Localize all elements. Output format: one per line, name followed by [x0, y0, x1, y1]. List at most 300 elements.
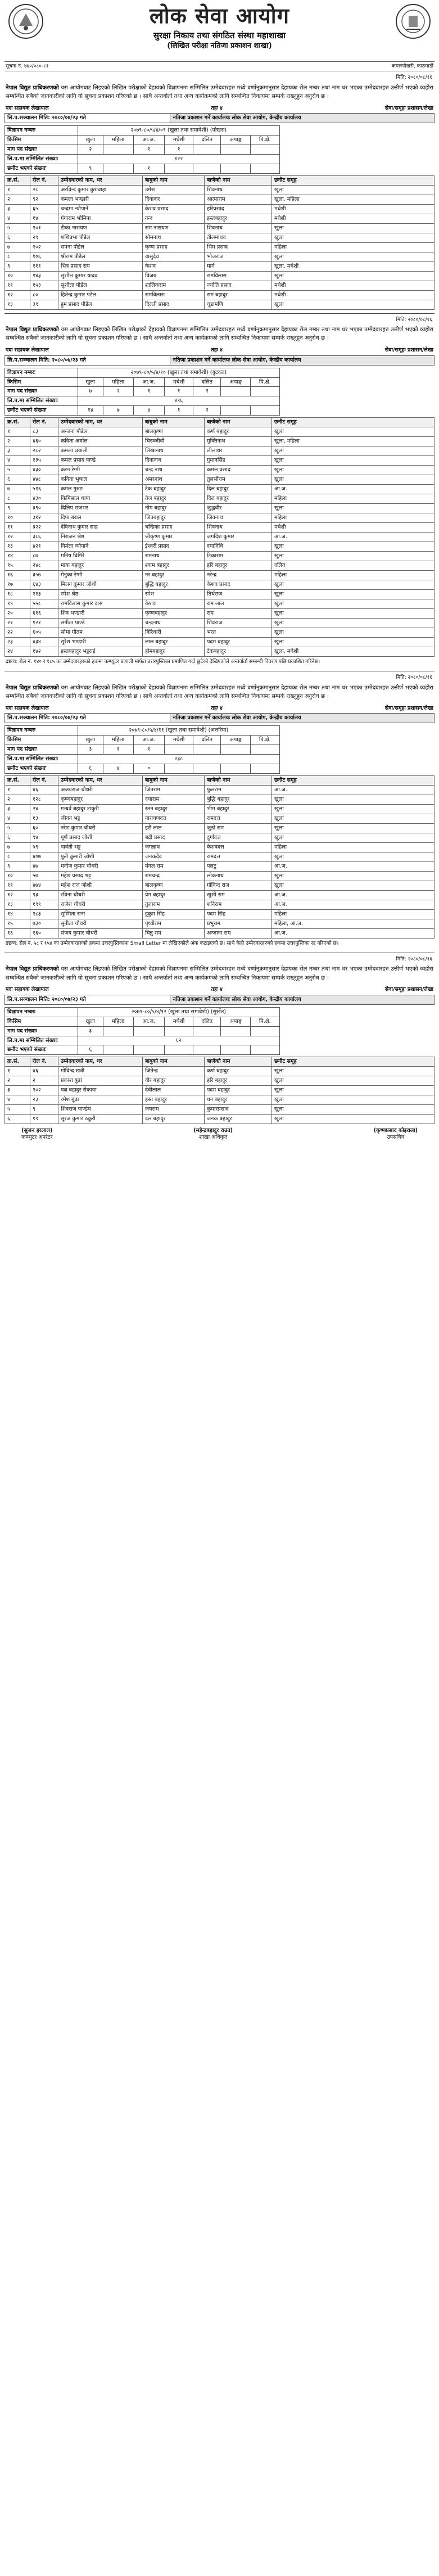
adv-row — [5, 126, 280, 136]
quota-table — [4, 1007, 280, 1055]
table-row — [5, 561, 435, 571]
table-cell: महिला — [272, 494, 435, 504]
table-cell: खुशी राम — [205, 890, 272, 900]
table-cell: करन रेग्मी — [58, 466, 143, 475]
table-cell: रमेश बुढा — [58, 1095, 143, 1105]
adv-label: विज्ञापन नम्बरः — [5, 368, 78, 377]
adv-number: २०७९-८०/५/४/१२ (खुला तथा समावेशी) (सुर्खेत) — [78, 1007, 280, 1017]
table-cell: श्रीराम पौडेल — [58, 252, 143, 261]
table-cell: खुला — [272, 1086, 435, 1095]
results-column-header: उम्मेदवारको नाम, थर — [58, 175, 143, 185]
table-cell: देवीलाल — [143, 1086, 205, 1095]
signatory-role: कम्प्युटर अपरेटर — [21, 1134, 53, 1141]
table-cell: पलटु — [205, 861, 272, 871]
table-cell: २३ — [5, 638, 30, 647]
table-cell: ९२ — [30, 195, 58, 204]
table-cell: २९ — [30, 233, 58, 242]
table-cell: निराजन श्रेष्ठ — [58, 533, 143, 542]
notice-date: मिति: २०८०/०८/१६ — [396, 317, 432, 323]
table-cell: आ.ज. — [272, 900, 435, 909]
quota-demand-row — [5, 387, 280, 396]
table-cell: केशव — [143, 261, 205, 271]
table-cell: वासुदेव — [143, 252, 205, 261]
table-cell: ३५७ — [30, 571, 58, 580]
quota-demand-cell — [250, 745, 279, 755]
quota-applied-label: लि.प.मा सम्मिलित संख्याः — [5, 396, 78, 406]
table-cell: शनिराम — [205, 900, 272, 909]
quota-demand-cell — [250, 145, 279, 155]
table-cell: १९ — [5, 599, 30, 609]
table-cell: १५३ — [30, 281, 58, 290]
notice-date: मिति: २०८०/०८/१६ — [396, 75, 432, 81]
table-cell: ४२१ — [30, 542, 58, 552]
table-cell: २ — [5, 437, 30, 446]
notice-body: यस आयोगबाट लिइएको लिखित परीक्षाको देहायको विज्ञापनमा सम्मिलित उम्मेदवारहरु मध्ये वर्णानुक्रमानुसार देहायका रोल नम्बर तथा नाम थर भएका उम्मेदवारहरु उत्तीर्ण भएको व्यहोरा सम्बन्धित सबैको जानकारीको लागि यो सूचना प्रकाशन गरिएको छ । साथै अन्तर्वार्ता तथा अन्य कार्यक्रमको लागि सम्बन्धित निकायमा सम्पर्क राख्नुहुन अनुरोध छ । — [6, 684, 433, 700]
table-cell: विजय — [143, 271, 205, 281]
table-cell: संगीता पाण्डे — [58, 619, 143, 628]
table-cell: चन्द्रनाथ — [143, 619, 205, 628]
table-cell: खुला — [272, 504, 435, 513]
quota-header: किसिम — [5, 136, 78, 145]
quota-selected-cell — [221, 164, 250, 173]
table-cell: खुला — [272, 456, 435, 466]
table-cell: मधेशी — [272, 290, 435, 300]
table-cell: कमला भण्डारी — [58, 195, 143, 204]
table-cell: जितराम — [143, 785, 205, 795]
results-table — [4, 417, 435, 657]
quota-header: खुला — [78, 1017, 103, 1026]
table-cell: ९ — [5, 261, 30, 271]
notice-lead: नेपाल विद्युत प्राधिकरणको — [6, 84, 59, 91]
results-column-header: बाजेको नाम — [205, 418, 272, 427]
table-row — [5, 852, 435, 861]
table-cell: टीका नारायण — [58, 223, 143, 233]
level-label: तहः ४ — [211, 346, 223, 353]
table-cell: कृष्ण प्रसाद — [143, 242, 205, 252]
table-cell: दिपा बराल — [58, 513, 143, 523]
results-column-header: उम्मेदवारको नाम, थर — [58, 418, 143, 427]
table-cell: शिवनाथ — [205, 523, 272, 533]
table-cell: अरविन्द कुमार कुशवाहा — [58, 185, 143, 195]
quota-selected-cell — [103, 1045, 133, 1055]
table-cell: मुक्तिनाथ — [205, 437, 272, 446]
table-cell: ९ — [5, 504, 30, 513]
table-cell: कमल प्रसाद — [205, 466, 272, 475]
table-cell: खुला — [272, 446, 435, 456]
table-cell: सोमा गौतम — [58, 628, 143, 638]
table-cell: सुरज कुमार ठकुरी — [58, 1115, 143, 1124]
table-cell: महिला — [272, 242, 435, 252]
table-cell: गन्धर्व बहादुर टाकुरी — [58, 804, 143, 814]
table-row — [5, 214, 435, 223]
notice-body: यस आयोगबाट लिइएको लिखित परीक्षाको देहायको विज्ञापनमा सम्मिलित उम्मेदवारहरु मध्ये वर्णानुक्रमानुसार देहायका रोल नम्बर तथा नाम थर भएका उम्मेदवारहरु उत्तीर्ण भएको व्यहोरा सम्बन्धित सबैको जानकारीको लागि यो सूचना प्रकाशन गरिएको छ । साथै अन्तर्वार्ता तथा अन्य कार्यक्रमको लागि सम्बन्धित निकायमा सम्पर्क राख्नुहुन अनुरोध छ । — [6, 84, 433, 100]
table-cell: खुला — [272, 427, 435, 437]
table-row — [5, 242, 435, 252]
table-cell: मधेशी — [272, 204, 435, 214]
table-cell: चन्द्रमा न्यौपाने — [58, 204, 143, 214]
table-cell: रामदत्त — [205, 852, 272, 861]
table-row — [5, 881, 435, 890]
table-cell: ४७४ — [30, 881, 58, 890]
table-cell: कर्ण बहादुर — [205, 427, 272, 437]
results-column-header: छनौट समूह — [272, 1057, 435, 1067]
table-cell: बद्री प्रसाद — [143, 833, 205, 842]
table-row — [5, 466, 435, 475]
table-cell: १३ — [5, 900, 30, 909]
quota-selected-cell — [221, 1045, 250, 1055]
table-cell: चन्द्र नाथ — [143, 466, 205, 475]
table-cell: कमल गुरुङ — [58, 485, 143, 494]
table-cell: राम — [205, 609, 272, 619]
quota-header: पि.क्षे. — [250, 136, 279, 145]
table-row — [5, 513, 435, 523]
table-cell: १५ — [5, 919, 30, 928]
table-cell: १६ — [5, 928, 30, 938]
table-cell: तीलमाधव — [205, 233, 272, 242]
table-cell: रामविलास — [205, 271, 272, 281]
results-column-header: बाजेको नाम — [205, 775, 272, 785]
table-cell: सुनीता चौधरी — [58, 919, 143, 928]
quota-demand-cell: १ — [164, 145, 193, 155]
table-cell: १३ — [5, 542, 30, 552]
quota-selected-cell — [250, 164, 279, 173]
table-cell: सोमनाथ — [143, 233, 205, 242]
quota-demand-cell — [103, 145, 133, 155]
table-cell: खुला — [272, 1076, 435, 1086]
table-row — [5, 1076, 435, 1086]
table-cell: मंगल राम — [143, 861, 205, 871]
table-cell: मधेशी — [272, 523, 435, 533]
quota-applied-label: लि.प.मा सम्मिलित संख्याः — [5, 754, 78, 764]
quota-demand-row — [5, 1026, 280, 1036]
quota-header-row — [5, 136, 280, 145]
table-cell: ८ — [5, 852, 30, 861]
table-row — [5, 890, 435, 900]
table-cell: १ — [5, 427, 30, 437]
table-cell: खुला — [272, 466, 435, 475]
notice-date: मिति: २०८०/०८/१६ — [396, 675, 432, 681]
table-cell: महिला — [272, 842, 435, 852]
table-cell: मधेशी — [272, 214, 435, 223]
table-cell: पार्वती भट्ट — [58, 842, 143, 852]
quota-demand-cell — [221, 745, 250, 755]
table-cell: शिवनाथ — [205, 223, 272, 233]
quota-demand-cell: १ — [164, 387, 193, 396]
results-header-row — [5, 175, 435, 185]
table-cell: ९ — [30, 1105, 58, 1115]
table-cell: १९९ — [30, 900, 58, 909]
quota-demand-label: माग पद संख्याः — [5, 745, 78, 755]
table-cell: ९ — [5, 861, 30, 871]
table-cell: १५ — [5, 561, 30, 571]
table-cell: निर्मला न्यौपाने — [58, 542, 143, 552]
table-row — [5, 1105, 435, 1115]
table-cell: ६१६ — [30, 609, 58, 619]
table-row — [5, 1086, 435, 1095]
table-cell: १६ — [5, 571, 30, 580]
results-table — [4, 175, 435, 310]
table-cell: खुला — [272, 580, 435, 590]
table-row — [5, 638, 435, 647]
table-cell: महेश राज जोशी — [58, 881, 143, 890]
results-column-header: रोल नं. — [30, 1057, 58, 1067]
table-cell: हस्त बहादुर — [143, 1095, 205, 1105]
table-cell: २ — [5, 795, 30, 804]
results-column-header: छनौट समूह — [272, 775, 435, 785]
results-column-header: छनौट समूह — [272, 175, 435, 185]
psc-logo-icon — [395, 3, 431, 39]
table-cell: १६० — [30, 928, 58, 938]
quota-demand-cell: १ — [133, 145, 164, 155]
level-label: तहः ४ — [211, 986, 223, 993]
table-cell: कमला ज्ञवाली — [58, 446, 143, 456]
table-cell: ७ — [5, 242, 30, 252]
table-row — [5, 300, 435, 309]
table-cell: खुला — [272, 619, 435, 628]
table-row — [5, 552, 435, 561]
notice-number: सूचना नं. ४७०/०८०-८१ — [6, 64, 49, 69]
table-cell: कृष्णबहादुर — [58, 795, 143, 804]
table-cell: गुमानसिंह — [205, 456, 272, 466]
table-cell: ३९० — [30, 504, 58, 513]
table-cell: राम लाल — [205, 599, 272, 609]
adv-number: २०७९-८०/५/४/०९ (खुला तथा समावेशी) (पोखरा) — [78, 126, 280, 136]
quota-header: दलित — [193, 1017, 221, 1026]
notice-paragraph — [4, 683, 435, 703]
quota-applied-total: ६२ — [78, 1036, 280, 1045]
table-cell: खुला — [272, 1067, 435, 1076]
table-cell: खुला — [272, 475, 435, 485]
table-cell: रामविलास कुमार दास — [58, 599, 143, 609]
table-cell: यज्ञ बहादुर रोकाया — [58, 1086, 143, 1095]
table-row — [5, 494, 435, 504]
table-row — [5, 261, 435, 271]
table-row — [5, 900, 435, 909]
table-row — [5, 1115, 435, 1124]
quota-demand-cell — [193, 145, 221, 155]
table-cell: १ — [5, 785, 30, 795]
table-cell: खुला — [272, 881, 435, 890]
quota-header: अपाङ्ग — [221, 136, 250, 145]
table-cell: खुला, मधेशी — [272, 261, 435, 271]
table-cell: लीलाधर — [205, 446, 272, 456]
results-header-row — [5, 1057, 435, 1067]
adv-number: २०७९-८०/५/४/१० (खुला तथा समावेशी) (बुटवल) — [78, 368, 280, 377]
results-table — [4, 1057, 435, 1124]
publishing-office: नतिजा प्रकाशन गर्ने कार्यालयः लोक सेवा आयोग, केन्द्रीय कार्यालय — [170, 114, 435, 123]
table-cell: ४ — [5, 1095, 30, 1105]
table-cell: हरि बहादुर — [205, 561, 272, 571]
quota-demand-cell — [250, 1026, 279, 1036]
table-cell: बालकृष्ण — [143, 881, 205, 890]
table-cell: जयराम — [143, 1105, 205, 1115]
org-branch: (लिखित परीक्षा नतिजा प्रकाशन शाखा) — [167, 42, 272, 51]
table-cell: १७ — [5, 580, 30, 590]
table-cell: आत्माराम — [205, 195, 272, 204]
table-cell: ६४३ — [30, 580, 58, 590]
table-cell: आ.ज. — [272, 785, 435, 795]
signatory-name: (सुजन हरलाल) — [21, 1127, 53, 1134]
table-cell: सुस्मिता राना — [58, 909, 143, 919]
table-cell: हस्तबहादुर — [205, 214, 272, 223]
table-cell: खुला — [272, 795, 435, 804]
table-cell: हरि बहादुर — [205, 1076, 272, 1086]
table-row — [5, 785, 435, 795]
table-row — [5, 437, 435, 446]
table-cell: तुलसीराम — [205, 475, 272, 485]
table-cell: जगदिश कुमार — [205, 533, 272, 542]
table-cell: १२ — [5, 890, 30, 900]
table-row — [5, 456, 435, 466]
table-cell: शालिकराम — [143, 281, 205, 290]
post-info-row — [4, 103, 435, 114]
table-cell: २४ — [30, 804, 58, 814]
post-label: पदः सहायक लेखापाल — [6, 105, 49, 111]
table-cell: १८३ — [30, 909, 58, 919]
table-cell: ३२२ — [30, 523, 58, 533]
table-cell: महिला, आ.ज. — [272, 919, 435, 928]
table-cell: ७३० — [30, 919, 58, 928]
quota-selected-cell — [250, 406, 279, 416]
table-cell: माया बहादुर — [58, 561, 143, 571]
quota-demand-cell — [193, 1026, 221, 1036]
table-cell: नर बहादुर — [143, 571, 205, 580]
quota-selected-cell: ६ — [78, 764, 103, 773]
signatory-role: उपसचिव — [387, 1134, 405, 1141]
table-row — [5, 195, 435, 204]
table-cell: भरत — [205, 628, 272, 638]
quota-header: दलित — [193, 377, 221, 387]
exam-info-table — [4, 995, 435, 1005]
table-cell: ६ — [5, 475, 30, 485]
table-cell: शशिप्रभा पौडेल — [58, 233, 143, 242]
table-cell: ६ — [5, 1115, 30, 1124]
adv-row — [5, 368, 280, 377]
table-cell: कृष्णबहादुर — [143, 609, 205, 619]
table-cell: जितबहादुर — [143, 513, 205, 523]
table-cell: भिम प्रसाद — [205, 242, 272, 252]
table-cell: केशव — [143, 599, 205, 609]
quota-selected-label: छनौट भएको संख्याः — [5, 764, 78, 773]
table-cell: खुला, महिला — [272, 195, 435, 204]
table-cell: रामविलास — [143, 290, 205, 300]
office-address: कमलपोखरी, काठमाडौं — [391, 64, 433, 69]
table-cell: कविता भुषाल — [58, 475, 143, 485]
post-info-row — [4, 985, 435, 995]
table-cell: १९ — [30, 1115, 58, 1124]
result-notice-section — [4, 953, 435, 1124]
table-cell: दिल्ली प्रसाद — [143, 300, 205, 309]
table-cell: खुला — [272, 833, 435, 842]
table-cell: लाल बहादुर — [143, 638, 205, 647]
table-cell: मिलन कुमार जोशी — [58, 580, 143, 590]
table-row — [5, 647, 435, 657]
table-cell: प्रकाश बुढा — [58, 1076, 143, 1086]
table-row — [5, 271, 435, 281]
quota-header: खुला — [78, 136, 103, 145]
quota-header: दलित — [193, 736, 221, 745]
results-column-header: बाजेको नाम — [205, 1057, 272, 1067]
table-cell: रमेश श्रेष्ठ — [58, 590, 143, 599]
table-cell: राम बहादुर — [205, 290, 272, 300]
quota-header: महिला — [103, 377, 133, 387]
quota-header: महिला — [103, 736, 133, 745]
table-cell: ११ — [5, 523, 30, 533]
table-cell: ज्योति प्रसाद — [205, 281, 272, 290]
results-column-header: रोल नं. — [30, 175, 58, 185]
table-cell: ३ — [5, 804, 30, 814]
table-cell: खुला — [272, 223, 435, 233]
adv-row — [5, 726, 280, 736]
table-cell: खुला, मधेशी — [272, 647, 435, 657]
table-cell: प्रभुराम — [205, 919, 272, 928]
post-label: पदः सहायक लेखापाल — [6, 346, 49, 353]
table-cell: चिन्नु राम — [143, 928, 205, 938]
table-cell: ४३० — [30, 494, 58, 504]
table-cell: ४३० — [30, 466, 58, 475]
table-cell: ८३ — [30, 427, 58, 437]
table-cell: अन्जना पौडेल — [58, 427, 143, 437]
exam-info-table — [4, 713, 435, 723]
table-cell: २४ — [5, 647, 30, 657]
table-cell: ७ — [5, 485, 30, 494]
quota-selected-cell: ४ — [133, 406, 164, 416]
quota-header: अपाङ्ग — [221, 1017, 250, 1026]
table-cell: १३ — [5, 300, 30, 309]
quota-header: अपाङ्ग — [221, 736, 250, 745]
table-cell: १० — [5, 871, 30, 881]
table-row — [5, 204, 435, 214]
table-cell: महिला — [272, 513, 435, 523]
quota-selected-row — [5, 1045, 280, 1055]
table-cell: नीम बहादुर — [143, 504, 205, 513]
table-cell: श्रीकृष्ण कुमार — [143, 533, 205, 542]
quota-header: अपाङ्ग — [221, 377, 250, 387]
table-row — [5, 919, 435, 928]
results-column-header: बाजेको नाम — [205, 175, 272, 185]
table-cell: ८७ — [30, 552, 58, 561]
table-row — [5, 928, 435, 938]
table-cell: तुलाराम — [143, 900, 205, 909]
table-cell: संजय कुमार चौधरी — [58, 928, 143, 938]
table-cell: ५१६ — [30, 485, 58, 494]
adv-label: विज्ञापन नम्बरः — [5, 126, 78, 136]
table-cell: ६० — [30, 823, 58, 833]
table-cell: नारायणदत्त — [143, 814, 205, 823]
quota-applied-total: ४९६ — [78, 396, 280, 406]
table-cell: रामनाथ — [143, 552, 205, 561]
exam-date: लि.प.सञ्चालन मिति: २०८०/०७/२३ गते — [5, 714, 170, 723]
table-cell: हरी लाल — [143, 823, 205, 833]
table-cell: ५७ — [30, 871, 58, 881]
table-cell: मनोज कुमार चौधरी — [58, 861, 143, 871]
table-cell: १०६ — [30, 252, 58, 261]
table-cell: पदम बहादुर — [205, 638, 272, 647]
table-cell: बुद्धि बहादुर — [205, 795, 272, 804]
table-cell: १४२ — [30, 647, 58, 657]
table-cell: १० — [5, 271, 30, 281]
table-cell: खुला — [272, 823, 435, 833]
table-cell: मेनुका रेग्मी — [58, 571, 143, 580]
table-cell: महिला — [272, 571, 435, 580]
signature — [374, 1127, 418, 1141]
table-cell: खुला — [272, 300, 435, 309]
table-cell: १११ — [30, 261, 58, 271]
table-cell: ५ — [5, 823, 30, 833]
quota-demand-cell — [193, 745, 221, 755]
table-cell: २१ — [5, 619, 30, 628]
quota-applied-label: लि.प.मा सम्मिलित संख्याः — [5, 1036, 78, 1045]
